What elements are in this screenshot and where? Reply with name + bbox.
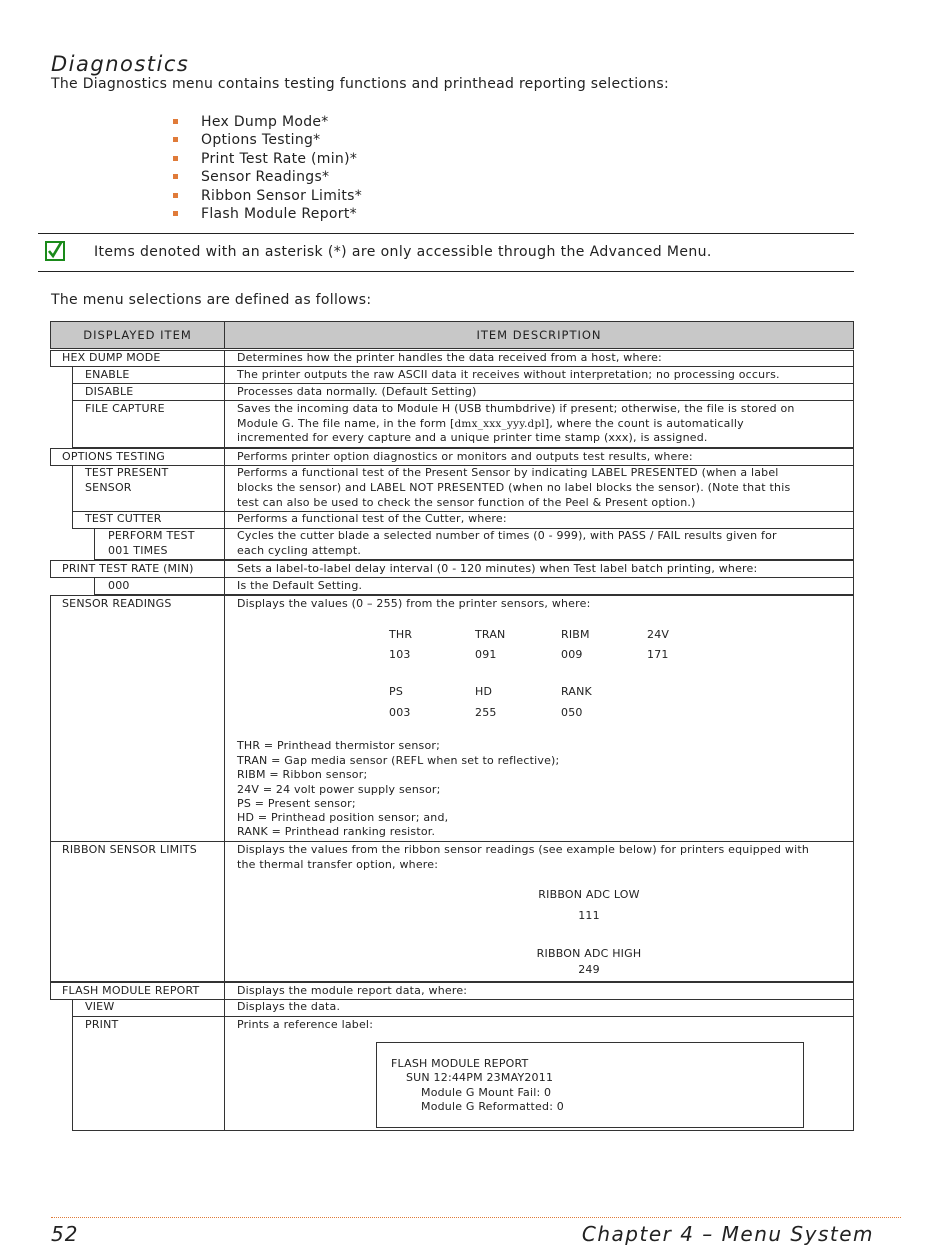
sensor-value: 009: [561, 648, 583, 661]
item-label: 000: [108, 579, 130, 592]
sensor-name: 24V: [647, 628, 670, 641]
bullet-item: Print Test Rate (min)*: [172, 150, 362, 168]
square-bullet-icon: [173, 174, 178, 179]
bullet-item: Options Testing*: [172, 131, 362, 149]
item-description: Saves the incoming data to Module H (USB thumbdrive) if present; otherwise, the file is stored on: [237, 402, 795, 415]
intro-text: The Diagnostics menu contains testing functions and printhead reporting selections:: [51, 76, 670, 92]
sensor-name: THR: [389, 628, 413, 641]
table-cell: [72, 1016, 225, 1131]
note-text: Items denoted with an asterisk (*) are only accessible through the Advanced Menu.: [94, 244, 712, 260]
sensor-legend: TRAN = Gap media sensor (REFL when set to reflective);: [237, 753, 560, 767]
sensor-legend: HD = Printhead position sensor; and,: [237, 811, 449, 824]
footer-rule: [51, 1217, 901, 1218]
col2-header: ITEM DESCRIPTION: [476, 328, 602, 342]
sensor-legend: RANK = Printhead ranking resistor.: [237, 825, 436, 838]
chapter-title: Chapter 4 – Menu System: [581, 1222, 874, 1246]
item-description: Displays the values (0 – 255) from the printer sensors, where:: [237, 597, 591, 610]
item-label: ENABLE: [85, 368, 130, 381]
item-label: TEST PRESENT: [85, 466, 169, 479]
item-label: OPTIONS TESTING: [62, 450, 165, 463]
item-label: PERFORM TEST: [108, 529, 195, 542]
square-bullet-icon: [173, 156, 178, 161]
checkmark-icon: [45, 241, 65, 261]
sensor-legend: RIBM = Ribbon sensor;: [237, 768, 368, 781]
item-label: FLASH MODULE REPORT: [62, 984, 200, 997]
bullet-item: Ribbon Sensor Limits*: [172, 187, 362, 205]
item-description: Is the Default Setting.: [237, 579, 363, 592]
defined-text: The menu selections are defined as follows:: [51, 292, 372, 308]
note-top-rule: [38, 233, 854, 234]
item-label: VIEW: [85, 1000, 115, 1013]
item-description: Displays the data.: [237, 1000, 341, 1013]
file-name: dmx_xxx_yyy.dpl: [454, 417, 545, 430]
item-label: DISABLE: [85, 385, 134, 398]
item-label: TEST CUTTER: [85, 512, 162, 525]
page-heading: Diagnostics: [51, 52, 190, 76]
report-line: SUN 12:44PM 23MAY2011: [406, 1071, 554, 1084]
sensor-value: 255: [475, 706, 497, 719]
item-description: each cycling attempt.: [237, 543, 362, 557]
sensor-name: PS: [389, 685, 404, 698]
item-label: FILE CAPTURE: [85, 402, 165, 415]
item-label: HEX DUMP MODE: [62, 351, 161, 364]
sensor-value: 003: [389, 706, 411, 719]
item-description: Displays the values from the ribbon sensor readings (see example below) for printers equipped with: [237, 843, 810, 856]
table-cell: [50, 595, 225, 842]
item-label: 001 TIMES: [108, 543, 168, 557]
bullet-list: [172, 113, 362, 223]
item-description: incremented for every capture and a unique printer time stamp (xxx), is assigned.: [237, 431, 708, 444]
report-line: FLASH MODULE REPORT: [391, 1057, 529, 1070]
bullet-item: Sensor Readings*: [172, 168, 362, 186]
ribbon-high-value: 249: [578, 963, 600, 976]
sensor-value: 103: [389, 648, 411, 661]
item-description: Sets a label-to-label delay interval (0 - 120 minutes) when Test label batch printing, where:: [237, 562, 758, 575]
ribbon-high-label: RIBBON ADC HIGH: [536, 947, 642, 960]
bullet-item: Flash Module Report*: [172, 205, 362, 223]
sensor-name: RANK: [561, 685, 592, 698]
item-description: Performs a functional test of the Cutter, where:: [237, 512, 507, 525]
item-description: test can also be used to check the sensor function of the Peel & Present option.): [237, 495, 696, 509]
report-line: Module G Mount Fail: 0: [421, 1085, 552, 1099]
ribbon-low-label: RIBBON ADC LOW: [538, 888, 640, 901]
sensor-name: RIBM: [561, 628, 590, 641]
square-bullet-icon: [173, 137, 178, 142]
item-label: SENSOR READINGS: [62, 597, 172, 610]
item-label: RIBBON SENSOR LIMITS: [62, 843, 197, 856]
bullet-item: Hex Dump Mode*: [172, 113, 362, 131]
square-bullet-icon: [173, 211, 178, 216]
ribbon-low-value: 111: [578, 909, 600, 922]
item-description: Displays the module report data, where:: [237, 984, 468, 997]
report-line: Module G Reformatted: 0: [421, 1100, 564, 1113]
sensor-legend: 24V = 24 volt power supply sensor;: [237, 782, 441, 796]
sensor-name: HD: [475, 685, 493, 698]
square-bullet-icon: [173, 193, 178, 198]
item-description: Cycles the cutter blade a selected number of times (0 - 999), with PASS / FAIL results given for: [237, 529, 777, 542]
item-description: Module G. The file name, in the form [dmx_xxx_yyy.dpl], where the count is automatically: [237, 416, 744, 430]
item-label: PRINT: [85, 1018, 119, 1031]
sensor-value: 171: [647, 648, 669, 661]
sensor-value: 050: [561, 706, 583, 719]
table-cell: [50, 841, 225, 982]
item-label: PRINT TEST RATE (MIN): [62, 562, 194, 575]
item-description: Performs printer option diagnostics or monitors and outputs test results, where:: [237, 450, 693, 463]
sensor-name: TRAN: [475, 628, 506, 641]
item-description: The printer outputs the raw ASCII data it receives without interpretation; no processing occurs.: [237, 368, 780, 381]
item-description: blocks the sensor) and LABEL NOT PRESENTED (when no label blocks the sensor). (Note that this: [237, 481, 791, 494]
item-description: the thermal transfer option, where:: [237, 857, 439, 871]
item-description: Determines how the printer handles the data received from a host, where:: [237, 351, 662, 364]
sensor-legend: THR = Printhead thermistor sensor;: [237, 739, 441, 752]
sensor-value: 091: [475, 648, 497, 661]
item-description: Processes data normally. (Default Setting): [237, 385, 477, 398]
note-bottom-rule: [38, 271, 854, 272]
square-bullet-icon: [173, 119, 178, 124]
page-number: 52: [51, 1222, 79, 1246]
item-label: SENSOR: [85, 481, 132, 494]
item-description: Prints a reference label:: [237, 1018, 374, 1031]
item-description: Performs a functional test of the Present Sensor by indicating LABEL PRESENTED (when a label: [237, 466, 779, 479]
sensor-legend: PS = Present sensor;: [237, 797, 356, 810]
col1-header: DISPLAYED ITEM: [83, 328, 192, 342]
